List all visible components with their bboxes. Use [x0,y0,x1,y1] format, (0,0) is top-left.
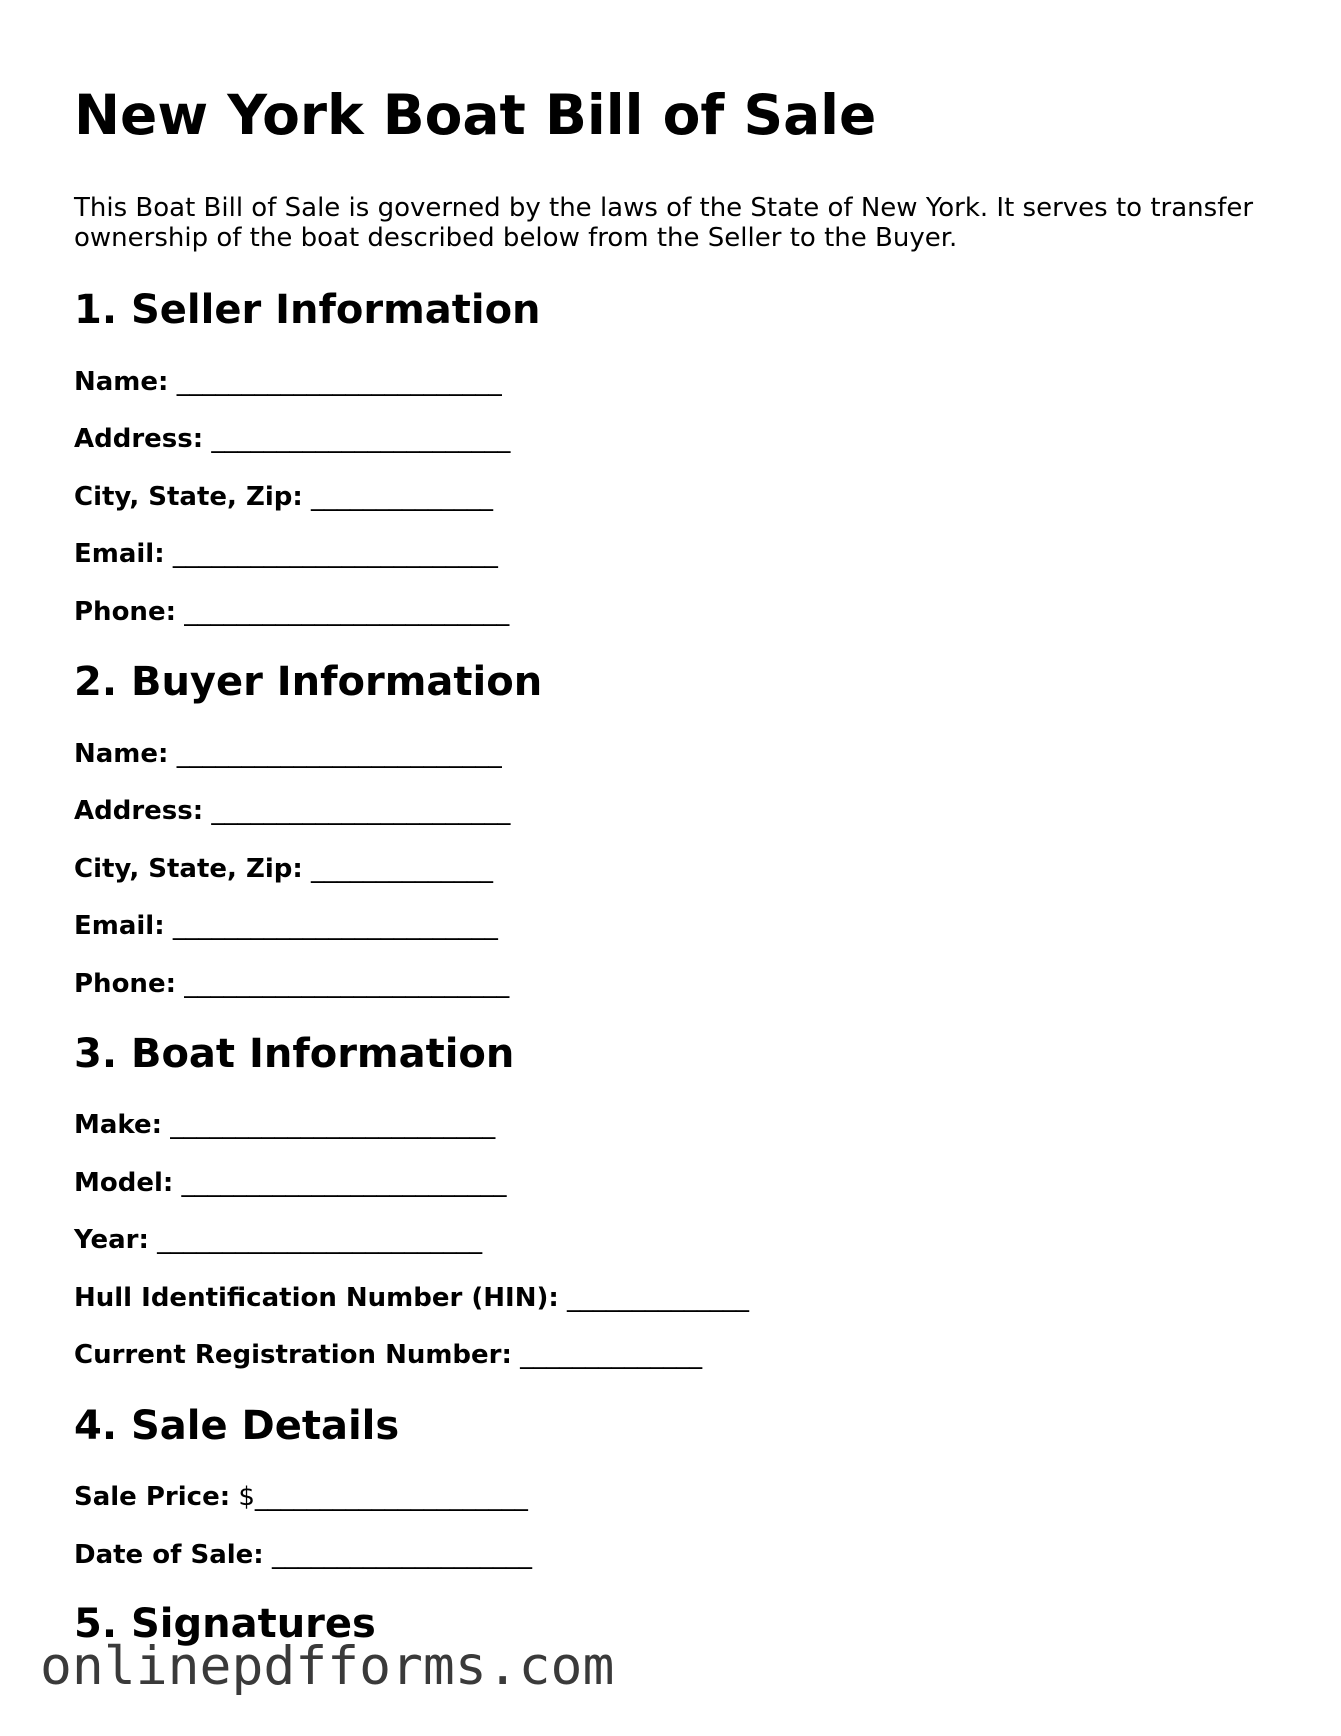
seller-name-field[interactable] [74,367,502,397]
seller-heading: 1. Seller Information [74,287,541,333]
field-blank: ______________ [302,482,494,512]
boat-heading: 3. Boat Information [74,1031,515,1077]
field-blank: $_____________________ [230,1482,528,1512]
buyer-email-field[interactable] [74,911,498,941]
field-label: City, State, Zip: [74,854,303,884]
boat-year-field[interactable] [74,1225,482,1255]
sale-date-field[interactable] [74,1540,532,1570]
buyer-phone-field[interactable] [74,969,509,999]
buyer-city-state-zip-field[interactable] [74,854,493,884]
field-label: Name: [74,739,169,769]
field-label: Address: [74,796,204,826]
seller-city-state-zip-field[interactable] [74,482,493,512]
field-label: Date of Sale: [74,1540,264,1570]
field-blank: ______________ [511,1340,703,1370]
field-blank: _______________________ [203,796,511,826]
boat-make-field[interactable] [74,1110,495,1140]
page-title: New York Boat Bill of Sale [74,83,877,147]
field-blank: _________________________ [164,911,498,941]
seller-address-field[interactable] [74,424,510,454]
field-label: Hull Identification Number (HIN): [74,1283,559,1313]
buyer-heading: 2. Buyer Information [74,659,543,705]
seller-phone-field[interactable] [74,597,509,627]
field-blank: _________________________ [175,969,510,999]
field-label: Make: [74,1110,163,1140]
field-blank: _________________________ [173,1168,507,1198]
field-blank: _________________________ [162,1110,496,1140]
sale-price-field[interactable] [74,1482,528,1512]
field-label: Email: [74,911,165,941]
boat-model-field[interactable] [74,1168,507,1198]
field-blank: _________________________ [175,597,510,627]
field-blank: _________________________ [168,739,502,769]
field-blank: _________________________ [168,367,502,397]
field-blank: ____________________ [263,1540,532,1570]
field-blank: _______________________ [203,424,511,454]
field-label: Sale Price: [74,1482,231,1512]
field-label: Address: [74,424,204,454]
field-blank: _________________________ [164,539,498,569]
field-label: Year: [74,1225,149,1255]
boat-hin-field[interactable] [74,1283,749,1313]
sale-heading: 4. Sale Details [74,1403,400,1449]
boat-registration-field[interactable] [74,1340,702,1370]
field-blank: _________________________ [148,1225,483,1255]
field-label: Model: [74,1168,174,1198]
field-label: Email: [74,539,165,569]
buyer-address-field[interactable] [74,796,510,826]
field-blank: ______________ [302,854,494,884]
watermark: onlinepdfforms.com [40,1636,615,1697]
field-blank: ______________ [558,1283,750,1313]
field-label: Name: [74,367,169,397]
intro-paragraph: This Boat Bill of Sale is governed by the laws of the State of New York. It serves to transfer ownership of the boat described below from the Seller to the Buyer. [74,193,1254,253]
field-label: Phone: [74,597,176,627]
buyer-name-field[interactable] [74,739,502,769]
field-label: City, State, Zip: [74,482,303,512]
field-label: Phone: [74,969,176,999]
field-label: Current Registration Number: [74,1340,512,1370]
signatures-heading: 5. Signatures [74,1601,376,1647]
seller-email-field[interactable] [74,539,498,569]
